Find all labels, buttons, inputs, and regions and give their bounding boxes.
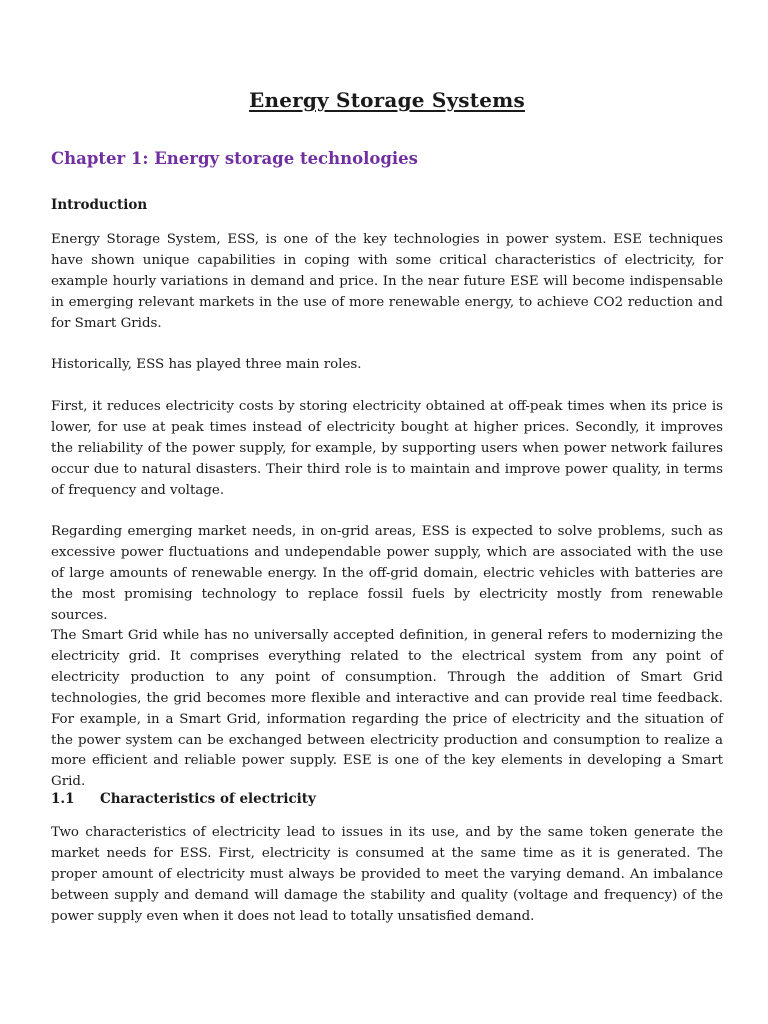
document-title: Energy Storage Systems (249, 88, 525, 112)
chapter-title: Chapter 1: Energy storage technologies (51, 149, 418, 168)
paragraph-market-needs: Regarding emerging market needs, in on-grid areas, ESS is expected to solve problems, such as excessive power fluctuations and undependable power supply, which are associated with the use of large amounts of renewable energy. In the off-grid domain, electric vehicles with batteries are the most promising technology to replace fossil fuels by electricity mostly from renewable sources. (51, 524, 723, 623)
section-number: 1.1 (51, 791, 75, 807)
section-heading (51, 791, 316, 807)
section-title: Characteristics of electricity (100, 791, 316, 807)
paragraph-three-roles: First, it reduces electricity costs by storing electricity obtained at off-peak times when its price is lower, for use at peak times instead of electricity bought at higher prices. Secondly, it improves the reliability of the power supply, for example, by supporting users when power network failures occur due to natural disasters. Their third role is to maintain and improve power quality, in terms of frequency and voltage. (51, 399, 723, 498)
paragraph-ess-overview: Energy Storage System, ESS, is one of the key technologies in power system. ESE techniques have shown unique capabilities in coping with some critical characteristics of electricity, for example hourly variations in demand and price. In the near future ESE will become indispensable in emerging relevant markets in the use of more renewable energy, to achieve CO2 reduction and for Smart Grids. (51, 232, 723, 331)
paragraph-characteristics: Two characteristics of electricity lead to issues in its use, and by the same token generate the market needs for ESS. First, electricity is consumed at the same time as it is generated. The proper amount of electricity must always be provided to meet the varying demand. An imbalance between supply and demand will damage the stability and quality (voltage and frequency) of the power supply even when it does not lead to totally unsatisfied demand. (51, 825, 723, 924)
introduction-heading: Introduction (51, 197, 148, 213)
paragraph-smart-grid: The Smart Grid while has no universally accepted definition, in general refers to modernizing the electricity grid. It comprises everything related to the electrical system from any point of electricity production to any point of consumption. Through the addition of Smart Grid technologies, the grid becomes more flexible and interactive and can provide real time feedback. For example, in a Smart Grid, information regarding the price of electricity and the situation of the power system can be exchanged between electricity production and consumption to realize a more efficient and reliable power supply. ESE is one of the key elements in developing a Smart Grid. (51, 628, 723, 790)
paragraph-historical-roles: Historically, ESS has played three main roles. (51, 357, 362, 372)
document-page (51, 0, 723, 1024)
